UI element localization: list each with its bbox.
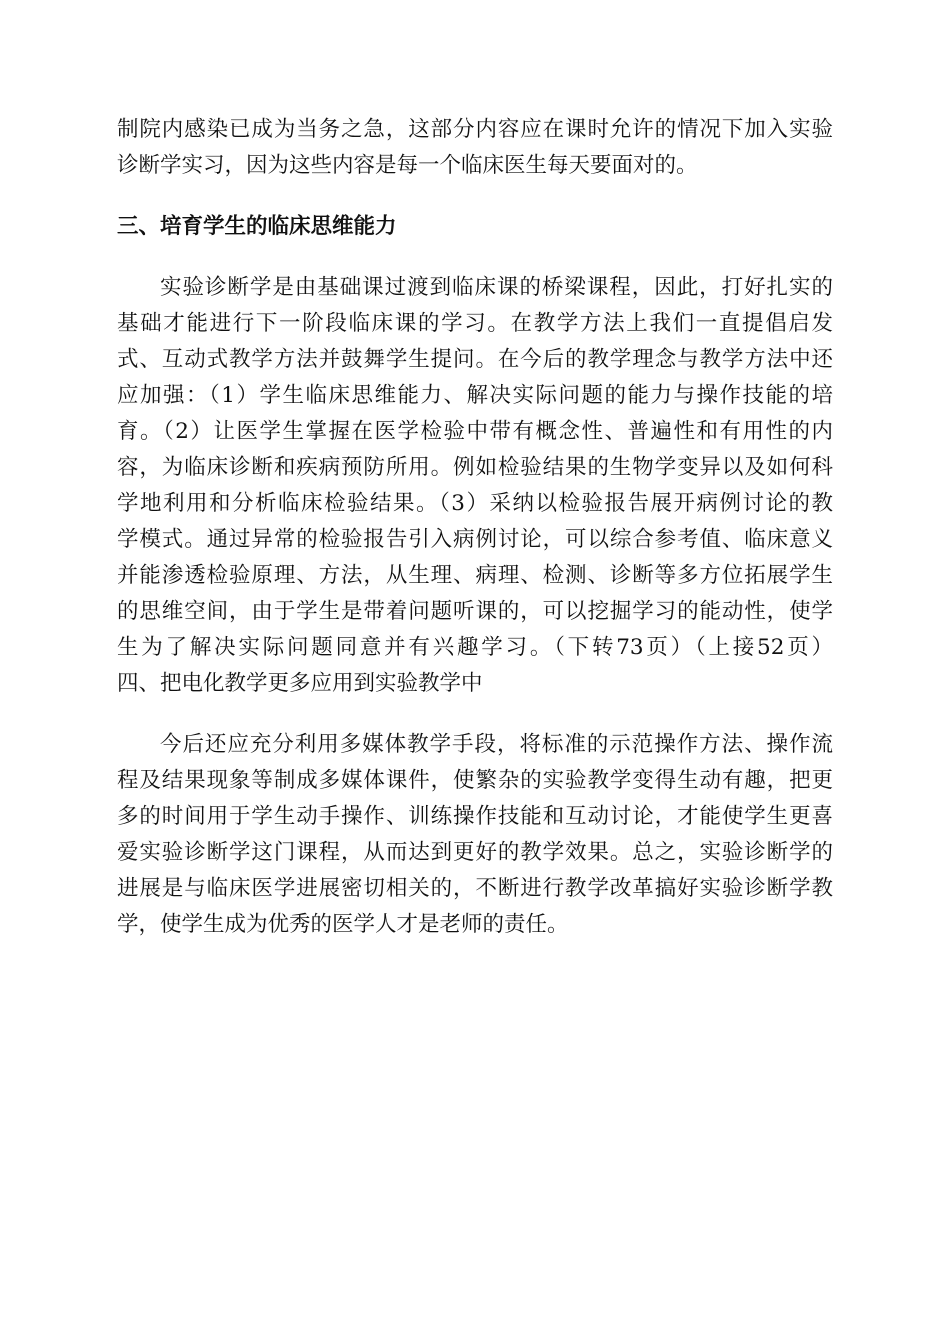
text-line: 学地利用和分析临床检验结果。（3）采纳以检验报告展开病例讨论的教 xyxy=(117,491,833,516)
section-3-paragraph xyxy=(117,270,833,666)
text-line: 容，为临床诊断和疾病预防所用。例如检验结果的生物学变异以及如何科 xyxy=(117,455,833,480)
text-line: 实验诊断学是由基础课过渡到临床课的桥梁课程，因此，打好扎实的 xyxy=(160,275,833,300)
text-line: 基础才能进行下一阶段临床课的学习。在教学方法上我们一直提倡启发 xyxy=(117,311,833,336)
text-line: 的思维空间，由于学生是带着问题听课的，可以挖掘学习的能动性，使学 xyxy=(117,599,833,624)
text-line: 学模式。通过异常的检验报告引入病例讨论，可以综合参考值、临床意义 xyxy=(117,527,833,552)
text-line: 学，使学生成为优秀的医学人才是老师的责任。 xyxy=(117,912,569,937)
text-line: 今后还应充分利用多媒体教学手段，将标准的示范操作方法、操作流 xyxy=(160,732,833,757)
text-line: 诊断学实习，因为这些内容是每一个临床医生每天要面对的。 xyxy=(117,153,698,178)
section-heading-3: 三、培育学生的临床思维能力 xyxy=(117,214,397,239)
text-line: 并能渗透检验原理、方法，从生理、病理、检测、诊断等多方位拓展学生 xyxy=(117,563,833,588)
text-line: 爱实验诊断学这门课程，从而达到更好的教学效果。总之，实验诊断学的 xyxy=(117,840,833,865)
document-page xyxy=(117,112,833,943)
section-heading-4: 四、把电化教学更多应用到实验教学中 xyxy=(117,671,483,696)
text-line: 制院内感染已成为当务之急，这部分内容应在课时允许的情况下加入实验 xyxy=(117,117,833,142)
text-line: 生为了解决实际问题同意并有兴趣学习。（下转73页）（上接52页） xyxy=(117,635,833,660)
text-line: 程及结果现象等制成多媒体课件，使繁杂的实验教学变得生动有趣，把更 xyxy=(117,768,833,793)
text-line: 式、互动式教学方法并鼓舞学生提问。在今后的教学理念与教学方法中还 xyxy=(117,347,833,372)
text-line: 应加强：（1）学生临床思维能力、解决实际问题的能力与操作技能的培 xyxy=(117,383,833,408)
paragraph-continuation xyxy=(117,112,833,184)
text-line: 多的时间用于学生动手操作、训练操作技能和互动讨论，才能使学生更喜 xyxy=(117,804,833,829)
text-line: 进展是与临床医学进展密切相关的，不断进行教学改革搞好实验诊断学教 xyxy=(117,876,833,901)
text-line: 育。（2）让医学生掌握在医学检验中带有概念性、普遍性和有用性的内 xyxy=(117,419,833,444)
section-4-paragraph xyxy=(117,727,833,943)
